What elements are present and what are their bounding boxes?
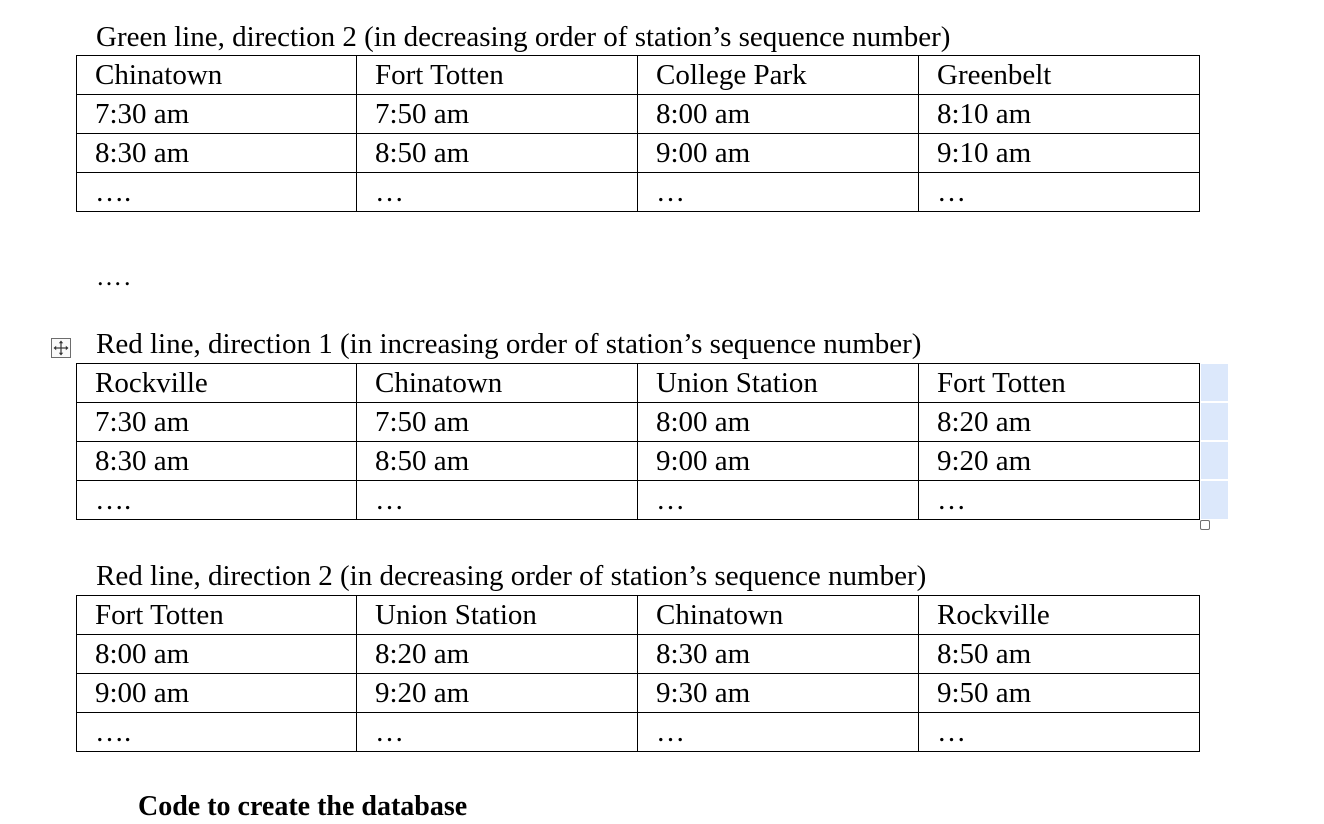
table-cell[interactable]: 7:30 am <box>77 95 357 134</box>
table-cell[interactable]: …. <box>77 173 357 212</box>
table-row <box>77 481 1200 520</box>
table-cell[interactable]: 9:00 am <box>638 134 919 173</box>
four-arrow-move-icon[interactable] <box>51 338 71 358</box>
table-header-cell[interactable]: Rockville <box>919 596 1200 635</box>
table-header-cell[interactable]: Union Station <box>638 364 919 403</box>
table-cell[interactable]: 7:50 am <box>357 95 638 134</box>
table-cell[interactable]: 8:50 am <box>357 134 638 173</box>
table-cell[interactable]: …. <box>77 481 357 520</box>
table-header-cell[interactable]: Chinatown <box>357 364 638 403</box>
table-caption-red-dir2: Red line, direction 2 (in decreasing order of station’s sequence number) <box>96 560 927 592</box>
table-cell[interactable]: 9:00 am <box>77 674 357 713</box>
table-cell[interactable]: 9:10 am <box>919 134 1200 173</box>
table-cell[interactable]: … <box>919 173 1200 212</box>
table-row <box>77 95 1200 134</box>
table-cell[interactable]: … <box>357 173 638 212</box>
table-cell[interactable]: 8:20 am <box>357 635 638 674</box>
table-header-row <box>77 364 1200 403</box>
row-end-selection <box>1201 403 1228 440</box>
table-cell[interactable]: 8:30 am <box>638 635 919 674</box>
section-heading: Code to create the database <box>138 791 468 822</box>
table-cell[interactable]: …. <box>77 713 357 752</box>
table-cell[interactable]: 8:30 am <box>77 442 357 481</box>
table-cell[interactable]: 9:50 am <box>919 674 1200 713</box>
table-row <box>77 442 1200 481</box>
table-header-cell[interactable]: Fort Totten <box>919 364 1200 403</box>
table-cell[interactable]: 8:00 am <box>638 95 919 134</box>
table-cell[interactable]: 8:00 am <box>638 403 919 442</box>
ellipsis-paragraph: …. <box>96 262 133 291</box>
table-cell[interactable]: 9:30 am <box>638 674 919 713</box>
table-header-row <box>77 56 1200 95</box>
table-cell[interactable]: 9:00 am <box>638 442 919 481</box>
table-cell[interactable]: 8:50 am <box>357 442 638 481</box>
table-row <box>77 403 1200 442</box>
table-cell[interactable]: … <box>638 173 919 212</box>
table-cell[interactable]: … <box>638 481 919 520</box>
resize-square-icon[interactable] <box>1200 520 1210 530</box>
table-row <box>77 173 1200 212</box>
table-caption-green-dir2: Green line, direction 2 (in decreasing order of station’s sequence number) <box>96 21 951 53</box>
table-cell[interactable]: 8:10 am <box>919 95 1200 134</box>
table-row <box>77 635 1200 674</box>
schedule-table-green-dir2 <box>76 55 1200 212</box>
table-caption-red-dir1: Red line, direction 1 (in increasing order of station’s sequence number) <box>96 328 922 360</box>
table-header-row <box>77 596 1200 635</box>
table-header-cell[interactable]: Chinatown <box>638 596 919 635</box>
table-header-cell[interactable]: Greenbelt <box>919 56 1200 95</box>
table-row <box>77 713 1200 752</box>
table-header-cell[interactable]: Rockville <box>77 364 357 403</box>
table-cell[interactable]: … <box>919 713 1200 752</box>
table-header-cell[interactable]: Fort Totten <box>77 596 357 635</box>
table-cell[interactable]: 7:30 am <box>77 403 357 442</box>
table-row <box>77 134 1200 173</box>
schedule-table-red-dir1 <box>76 363 1200 520</box>
table-cell[interactable]: … <box>638 713 919 752</box>
table-cell[interactable]: 8:50 am <box>919 635 1200 674</box>
table-cell[interactable]: 9:20 am <box>919 442 1200 481</box>
table-cell[interactable]: 9:20 am <box>357 674 638 713</box>
table-cell[interactable]: … <box>919 481 1200 520</box>
row-end-selection <box>1201 364 1228 401</box>
schedule-table-red-dir2 <box>76 595 1200 752</box>
table-header-cell[interactable]: Union Station <box>357 596 638 635</box>
table-cell[interactable]: … <box>357 713 638 752</box>
table-cell[interactable]: 7:50 am <box>357 403 638 442</box>
row-end-selection <box>1201 481 1228 519</box>
table-cell[interactable]: … <box>357 481 638 520</box>
table-header-cell[interactable]: Chinatown <box>77 56 357 95</box>
table-cell[interactable]: 8:30 am <box>77 134 357 173</box>
table-header-cell[interactable]: College Park <box>638 56 919 95</box>
table-cell[interactable]: 8:00 am <box>77 635 357 674</box>
row-end-selection <box>1201 442 1228 479</box>
table-header-cell[interactable]: Fort Totten <box>357 56 638 95</box>
table-row <box>77 674 1200 713</box>
table-cell[interactable]: 8:20 am <box>919 403 1200 442</box>
